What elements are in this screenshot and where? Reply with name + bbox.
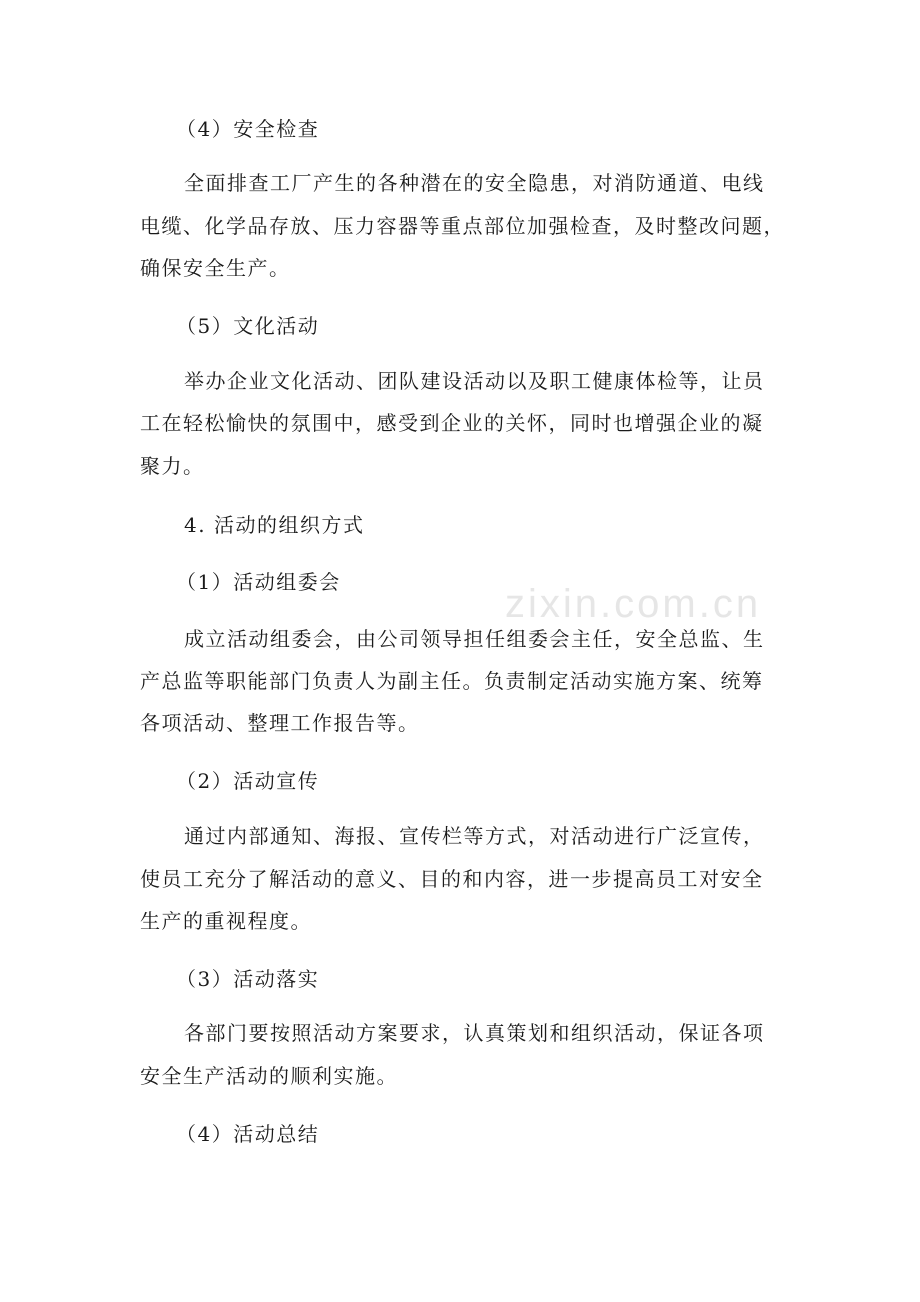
paragraph-line: 电缆、化学品存放、压力容器等重点部位加强检查，及时整改问题， — [140, 214, 785, 238]
section-heading-implementation: （3）活动落实 — [176, 967, 320, 991]
paragraph-line: 各项活动、整理工作报告等。 — [140, 711, 420, 735]
paragraph-line: 成立活动组委会，由公司领导担任组委会主任，安全总监、生 — [184, 627, 765, 651]
paragraph-line: 安全生产活动的顺利实施。 — [140, 1064, 398, 1088]
paragraph-line: 通过内部通知、海报、宣传栏等方式，对活动进行广泛宣传， — [184, 824, 765, 848]
section-heading-organization: 4. 活动的组织方式 — [184, 513, 365, 537]
watermark: zixin.com.cn — [505, 582, 762, 626]
section-heading-publicity: （2）活动宣传 — [176, 769, 320, 793]
paragraph-line: 全面排查工厂产生的各种潜在的安全隐患，对消防通道、电线 — [184, 171, 765, 195]
section-heading-committee: （1）活动组委会 — [176, 570, 341, 594]
paragraph-line: 各部门要按照活动方案要求，认真策划和组织活动，保证各项 — [184, 1021, 765, 1045]
paragraph-line: 确保安全生产。 — [140, 256, 291, 280]
section-heading-safety-inspection: （4）安全检查 — [176, 117, 320, 141]
paragraph-line: 举办企业文化活动、团队建设活动以及职工健康体检等，让员 — [184, 369, 765, 393]
paragraph-line: 产总监等职能部门负责人为副主任。负责制定活动实施方案、统筹 — [140, 669, 764, 693]
paragraph-line: 使员工充分了解活动的意义、目的和内容，进一步提高员工对安全 — [140, 867, 764, 891]
paragraph-line: 生产的重视程度。 — [140, 909, 312, 933]
section-heading-culture-activities: （5）文化活动 — [176, 314, 320, 338]
paragraph-line: 聚力。 — [140, 454, 205, 478]
section-heading-summary: （4）活动总结 — [176, 1122, 320, 1146]
paragraph-line: 工在轻松愉快的氛围中，感受到企业的关怀，同时也增强企业的凝 — [140, 411, 764, 435]
